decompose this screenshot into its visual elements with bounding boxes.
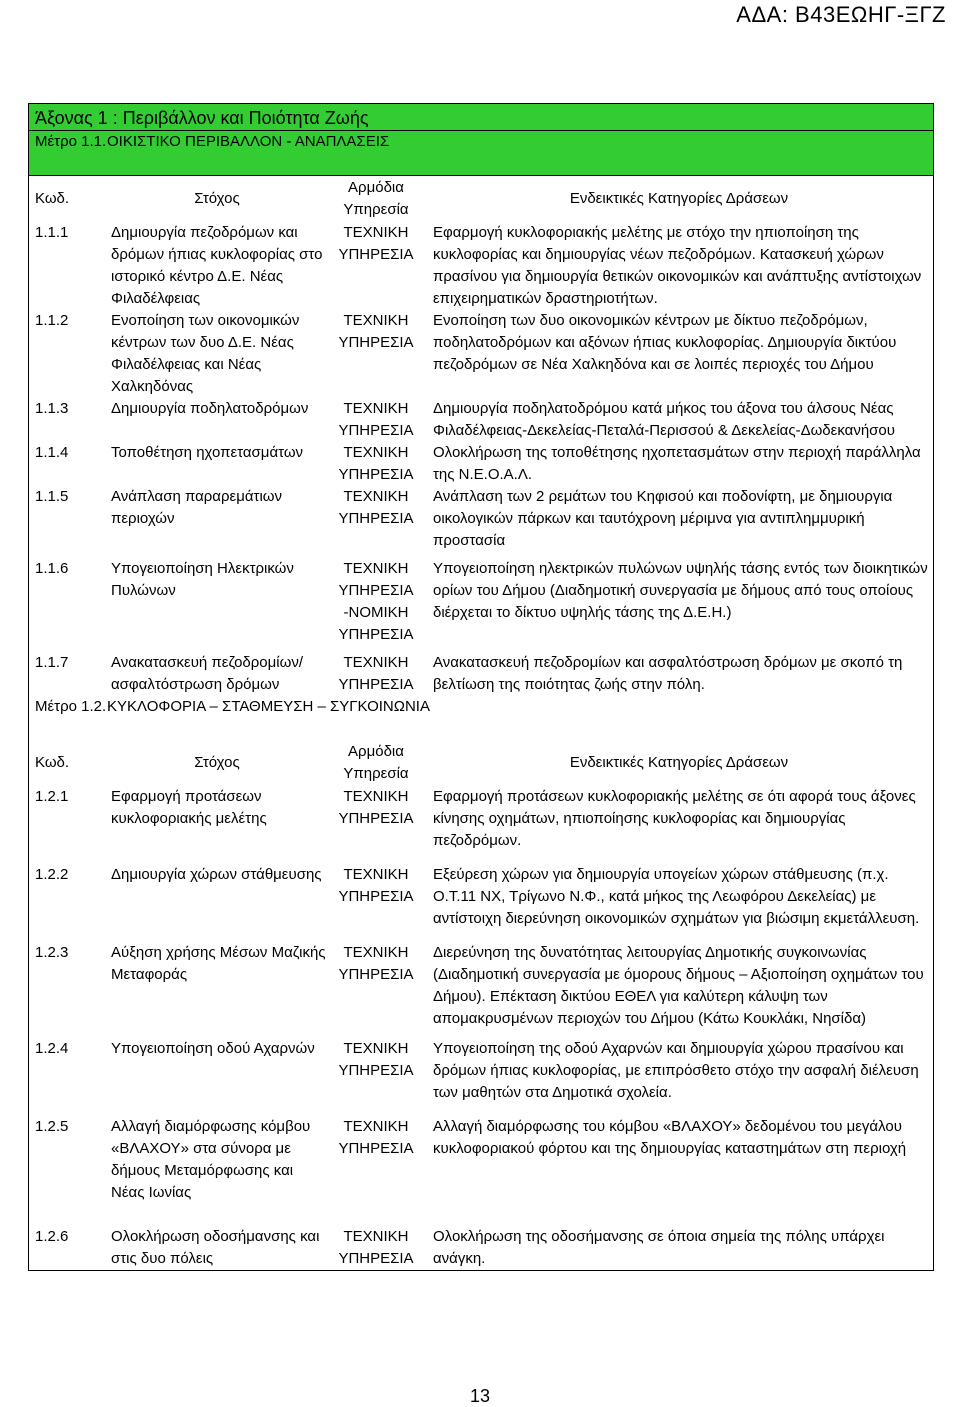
row-service: ΤΕΧΝΙΚΗ ΥΠΗΡΕΣΙΑ xyxy=(338,866,414,905)
row-goal: Εφαρμογή προτάσεων κυκλοφοριακής μελέτης xyxy=(111,788,267,827)
row-actions: Εφαρμογή προτάσεων κυκλοφοριακής μελέτης σε ότι αφορά τους άξονες κίνησης οχημάτων, ηπιοποίησης κυκλοφορίας και δημιουργίας πεζοδρόμων. xyxy=(433,788,916,849)
row-actions: Ολοκλήρωση της οδοσήμανσης σε όποια σημεία της πόλης υπάρχει ανάγκη. xyxy=(433,1228,885,1267)
table-row xyxy=(29,310,933,398)
table-row xyxy=(29,486,933,552)
row-code: 1.1.6 xyxy=(35,560,69,577)
row-service: ΤΕΧΝΙΚΗ ΥΠΗΡΕΣΙΑ xyxy=(338,400,414,439)
page-number: 13 xyxy=(469,1386,491,1406)
header-actions: Ενδεικτικές Κατηγορίες Δράσεων xyxy=(569,190,789,207)
measure-2-title: ΚΥΚΛΟΦΟΡΙΑ – ΣΤΑΘΜΕΥΣΗ – ΣΥΓΚΟΙΝΩΝΙΑ xyxy=(107,698,430,715)
row-service: ΤΕΧΝΙΚΗ ΥΠΗΡΕΣΙΑ xyxy=(338,1228,414,1267)
row-actions: Δημιουργία ποδηλατοδρόμου κατά μήκος του άξονα του άλσους Νέας Φιλαδέλφειας-Δεκελείας-Πεταλά-Περισσού & Δεκελείας-Δωδεκανήσου xyxy=(433,400,895,439)
row-goal: Αύξηση χρήσης Μέσων Μαζικής Μεταφοράς xyxy=(111,944,326,983)
row-service: ΤΕΧΝΙΚΗ ΥΠΗΡΕΣΙΑ xyxy=(338,224,414,263)
row-actions: Εξεύρεση χώρων για δημιουργία υπογείων χώρων στάθμευσης (π.χ. Ο.Τ.11 ΝΧ, Τρίγωνο Ν.Φ., κατά μήκος της Λεωφόρου Δεκελείας) με αντίστοιχη διερεύνηση οικονομικών σχημάτων για βιώσιμη εκμετάλλευση. xyxy=(433,866,920,927)
row-service: ΤΕΧΝΙΚΗ ΥΠΗΡΕΣΙΑ -ΝΟΜΙΚΗ ΥΠΗΡΕΣΙΑ xyxy=(338,560,414,643)
row-actions: Ενοποίηση των δυο οικονομικών κέντρων με δίκτυο πεζοδρόμων, ποδηλατοδρόμων και αξόνων ήπιας κυκλοφορίας. Δημιουργία δικτύου πεζοδρόμων σε Νέα Χαλκηδόνα και σε λοιπές περιοχές του Δήμου xyxy=(433,312,897,373)
row-actions: Διερεύνηση της δυνατότητας λειτουργίας Δημοτικής συγκοινωνίας (Διαδημοτική συνεργασία με όμορους δήμους – Αξιοποίηση οχημάτων του Δήμου). Επέκταση δικτύου ΕΘΕΛ για καλύτερη κάλυψη των απομακρυσμένων περιοχών του Δήμου (Κάτω Κουκλάκι, Νησίδα) xyxy=(433,944,924,1027)
row-code: 1.2.5 xyxy=(35,1118,69,1135)
row-code: 1.2.1 xyxy=(35,788,69,805)
axis-title: Άξονας 1 : Περιβάλλον και Ποιότητα Ζωής xyxy=(29,104,933,131)
column-headers-1 xyxy=(29,176,933,222)
measure-1-rows xyxy=(29,222,933,696)
header-service: Αρμόδια Υπηρεσία xyxy=(343,743,409,782)
row-service: ΤΕΧΝΙΚΗ ΥΠΗΡΕΣΙΑ xyxy=(338,312,414,351)
row-goal: Τοποθέτηση ηχοπετασμάτων xyxy=(111,444,304,461)
row-goal: Αλλαγή διαμόρφωσης κόμβου «ΒΛΑΧΟΥ» στα σύνορα με δήμους Μεταμόρφωσης και Νέας Ιωνίας xyxy=(111,1118,311,1201)
row-goal: Ενοποίηση των οικονομικών κέντρων των δυο Δ.Ε. Νέας Φιλαδέλφειας και Νέας Χαλκηδόνας xyxy=(111,312,300,395)
table-row xyxy=(29,398,933,442)
header-actions: Ενδεικτικές Κατηγορίες Δράσεων xyxy=(569,754,789,771)
row-code: 1.1.1 xyxy=(35,224,69,241)
row-actions: Ανακατασκευή πεζοδρομίων και ασφαλτόστρωση δρόμων με σκοπό τη βελτίωση της ποιότητας ζωής στην πόλη. xyxy=(433,654,903,693)
table-row xyxy=(29,442,933,486)
ada-code: ΑΔΑ: Β43ΕΩΗΓ-ΞΓΖ xyxy=(736,2,946,27)
row-goal: Υπογειοποίηση οδού Αχαρνών xyxy=(111,1040,315,1057)
header-code: Κωδ. xyxy=(35,190,70,207)
row-actions: Ανάπλαση των 2 ρεμάτων του Κηφισού και ποδονίφτη, με δημιουργια οικολογικών πάρκων και ταυτόχρονη μέριμνα για αντιπλημμυρική προστασία xyxy=(433,488,893,549)
row-code: 1.2.2 xyxy=(35,866,69,883)
row-actions: Υπογειοποίηση της οδού Αχαρνών και δημιουργία χώρου πρασίνου και δρόμων ήπιας κυκλοφορίας, με επιπρόσθετο στόχο την ασφαλή διέλευση των μαθητών στα Δημοτικά σχολεία. xyxy=(433,1040,919,1101)
header-code: Κωδ. xyxy=(35,754,70,771)
table-row xyxy=(29,1226,933,1270)
row-code: 1.1.5 xyxy=(35,488,69,505)
row-goal: Δημιουργία ποδηλατοδρόμων xyxy=(111,400,309,417)
measure-1-header xyxy=(29,131,933,176)
row-service: ΤΕΧΝΙΚΗ ΥΠΗΡΕΣΙΑ xyxy=(338,944,414,983)
table-row xyxy=(29,222,933,310)
table-row xyxy=(29,1116,933,1204)
row-actions: Εφαρμογή κυκλοφοριακής μελέτης με στόχο την ηπιοποίηση της κυκλοφορίας και δημιουργίας νέων πεζοδρόμων. Κατασκευή χώρων πρασίνου για δημιουργία θετικών οικονομικών και ανάπτυξης αντίστοιχων επιχειρηματικών δραστηριοτήτων. xyxy=(433,224,922,307)
row-goal: Υπογειοποίηση Ηλεκτρικών Πυλώνων xyxy=(111,560,294,599)
row-goal: Ολοκλήρωση οδοσήμανσης και στις δυο πόλεις xyxy=(111,1228,320,1267)
row-code: 1.2.3 xyxy=(35,944,69,961)
row-code: 1.1.4 xyxy=(35,444,69,461)
header-service: Αρμόδια Υπηρεσία xyxy=(343,179,409,218)
row-service: ΤΕΧΝΙΚΗ ΥΠΗΡΕΣΙΑ xyxy=(338,654,414,693)
row-goal: Ανακατασκευή πεζοδρομίων/ ασφαλτόστρωση δρόμων xyxy=(111,654,304,693)
table-row xyxy=(29,652,933,696)
measure-2-header xyxy=(29,696,933,740)
row-goal: Δημιουργία χώρων στάθμευσης xyxy=(111,866,322,883)
row-goal: Ανάπλαση παραρεμάτιων περιοχών xyxy=(111,488,282,527)
row-actions: Υπογειοποίηση ηλεκτρικών πυλώνων υψηλής τάσης εντός των διοικητικών ορίων του Δήμου (Διαδημοτική συνεργασία με δήμους από τους οποίους διέρχεται το δίκτυο υψηλής τάσης της Δ.Ε.Η.) xyxy=(433,560,928,621)
header-goal: Στόχος xyxy=(194,190,240,207)
row-code: 1.1.2 xyxy=(35,312,69,329)
row-service: ΤΕΧΝΙΚΗ ΥΠΗΡΕΣΙΑ xyxy=(338,444,414,483)
axis-table xyxy=(28,103,934,1271)
table-row xyxy=(29,942,933,1030)
row-service: ΤΕΧΝΙΚΗ ΥΠΗΡΕΣΙΑ xyxy=(338,788,414,827)
measure-1-title: ΟΙΚΙΣΤΙΚΟ ΠΕΡΙΒΑΛΛΟΝ - ΑΝΑΠΛΑΣΕΙΣ xyxy=(107,133,390,150)
table-row xyxy=(29,558,933,646)
row-code: 1.1.3 xyxy=(35,400,69,417)
row-code: 1.2.4 xyxy=(35,1040,69,1057)
row-goal: Δημιουργία πεζοδρόμων και δρόμων ήπιας κυκλοφορίας στο ιστορικό κέντρο Δ.Ε. Νέας Φιλαδέλφειας xyxy=(111,224,323,307)
measure-2-rows xyxy=(29,786,933,1270)
row-code: 1.2.6 xyxy=(35,1228,69,1245)
table-row xyxy=(29,1038,933,1104)
measure-2-label: Μέτρο 1.2. xyxy=(35,698,107,715)
row-service: ΤΕΧΝΙΚΗ ΥΠΗΡΕΣΙΑ xyxy=(338,488,414,527)
table-row xyxy=(29,864,933,930)
row-actions: Αλλαγή διαμόρφωσης του κόμβου «ΒΛΑΧΟΥ» δεδομένου του μεγάλου κυκλοφοριακού φόρτου και της δημιουργίας καταστημάτων στη περιοχή xyxy=(433,1118,907,1157)
measure-1-label: Μέτρο 1.1. xyxy=(35,133,107,150)
row-service: ΤΕΧΝΙΚΗ ΥΠΗΡΕΣΙΑ xyxy=(338,1118,414,1157)
column-headers-2 xyxy=(29,740,933,786)
table-row xyxy=(29,786,933,852)
row-actions: Ολοκλήρωση της τοποθέτησης ηχοπετασμάτων στην περιοχή παράλληλα της Ν.Ε.Ο.Α.Λ. xyxy=(433,444,921,483)
row-service: ΤΕΧΝΙΚΗ ΥΠΗΡΕΣΙΑ xyxy=(338,1040,414,1079)
header-goal: Στόχος xyxy=(194,754,240,771)
row-code: 1.1.7 xyxy=(35,654,69,671)
